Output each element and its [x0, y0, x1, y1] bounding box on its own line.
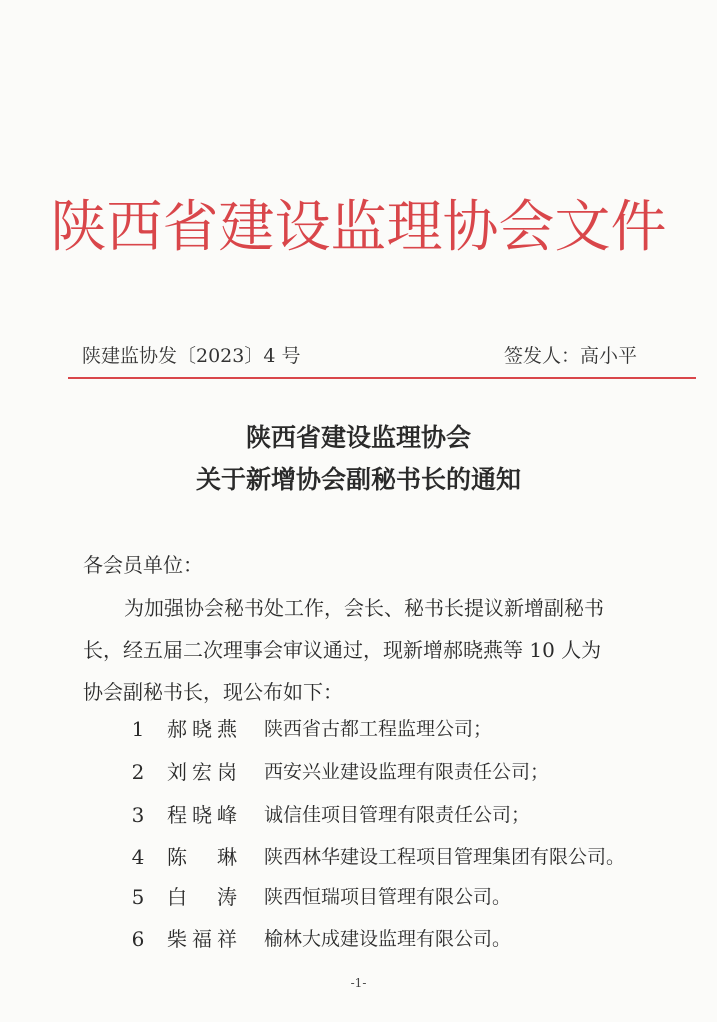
list-item	[0, 880, 717, 914]
item-organization: 西安兴业建设监理有限责任公司；	[264, 761, 550, 783]
salutation: 各会员单位：	[83, 553, 203, 577]
document-masthead: 陕西省建设监理协会文件	[50, 195, 667, 260]
signer: 签发人：高小平	[503, 345, 637, 367]
page-number: -1-	[350, 976, 367, 990]
item-number: 4	[131, 845, 145, 869]
body-line-3: 协会副秘书长，现公布如下：	[83, 680, 343, 704]
notice-title-line-1: 陕西省建设监理协会	[245, 423, 471, 452]
item-organization: 榆林大成建设监理有限公司。	[264, 928, 512, 950]
list-item	[0, 712, 717, 746]
item-organization: 诚信佳项目管理有限责任公司；	[264, 804, 531, 826]
list-item	[0, 840, 717, 874]
item-number: 6	[131, 927, 145, 951]
list-item	[0, 755, 717, 789]
item-number: 2	[131, 760, 145, 784]
body-line-1: 为加强协会秘书处工作，会长、秘书长提议新增副秘书	[124, 596, 604, 620]
item-person-name: 程晓峰	[167, 803, 237, 827]
red-divider-line	[68, 377, 696, 379]
item-organization: 陕西恒瑞项目管理有限公司。	[264, 886, 512, 908]
item-number: 5	[131, 885, 145, 909]
item-organization: 陕西林华建设工程项目管理集团有限公司。	[264, 846, 626, 868]
item-person-name: 刘宏岗	[167, 760, 237, 784]
document-meta	[82, 340, 637, 372]
body-line-2: 长，经五届二次理事会审议通过，现新增郝晓燕等 10 人为	[83, 638, 602, 662]
item-person-name: 郝晓燕	[167, 717, 237, 741]
item-person-name: 柴福祥	[167, 927, 237, 951]
document-number: 陕建监协发〔2023〕4 号	[82, 345, 301, 367]
notice-title-line-2: 关于新增协会副秘书长的通知	[195, 465, 521, 494]
item-organization: 陕西省古都工程监理公司；	[264, 718, 493, 740]
item-number: 1	[131, 717, 145, 741]
item-person-name: 白涛	[167, 885, 237, 909]
list-item	[0, 798, 717, 832]
item-person-name: 陈琳	[167, 845, 237, 869]
item-number: 3	[131, 803, 145, 827]
list-item	[0, 922, 717, 956]
